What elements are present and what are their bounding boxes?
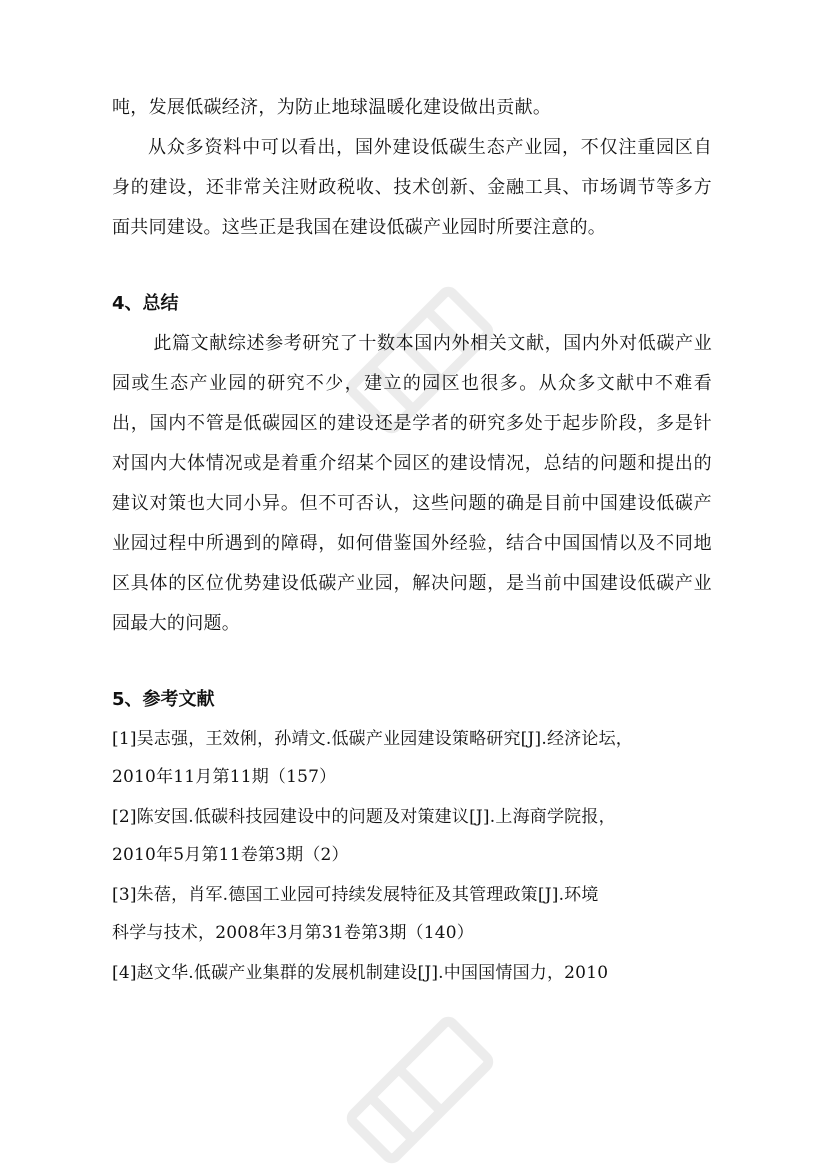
reference-item [112, 798, 712, 874]
watermark-icon-bottom [330, 1000, 510, 1170]
paragraph-foreign-experience: 从众多资料中可以看出，国外建设低碳生态产业园，不仅注重园区自身的建设，还非常关注财政税收、技术创新、金融工具、市场调节等多方面共同建设。这些正是我国在建设低碳产业园时所要注意的。 [112, 137, 712, 238]
reference-item [112, 876, 712, 952]
reference-line: 科学与技术，2008年3月第31卷第3期（140） [112, 923, 474, 943]
paragraph-continued: 吨，发展低碳经济，为防止地球温暖化建设做出贡献。 [112, 97, 552, 118]
paragraph-summary: 此篇文献综述参考研究了十数本国内外相关文献，国内外对低碳产业园或生态产业园的研究不少，建立的园区也很多。从众多文献中不难看出，国内不管是低碳园区的建设还是学者的研究多处于起步阶段，多是针对国内大体情况或是着重介绍某个园区的建设情况，总结的问题和提出的建议对策也大同小异。但不可否认，这些问题的确是目前中国建设低碳产业园过程中所遇到的障碍，如何借鉴国外经验，结合中国国情以及不同地区具体的区位优势建设低碳产业园，解决问题，是当前中国建设低碳产业园最大的问题。 [112, 333, 712, 634]
reference-line: 2010年11月第11期（157） [112, 767, 337, 787]
reference-item [112, 954, 712, 992]
document-body [112, 88, 712, 994]
section-spacer [112, 644, 712, 680]
reference-line: [3]朱蓓，肖军.德国工业园可持续发展特征及其管理政策[J].环境 [112, 885, 599, 905]
reference-line: 2010年5月第11卷第3期（2） [112, 845, 349, 865]
section-heading-references: 5、参考文献 [112, 689, 215, 710]
reference-line: [1]吴志强，王效俐，孙靖文.低碳产业园建设策略研究[J].经济论坛， [112, 729, 633, 749]
reference-line: [2]陈安国.低碳科技园建设中的问题及对策建议[J].上海商学院报， [112, 807, 616, 827]
section-heading-summary: 4、总结 [112, 293, 179, 314]
reference-item [112, 720, 712, 796]
section-spacer [112, 248, 712, 284]
reference-line: [4]赵文华.低碳产业集群的发展机制建设[J].中国国情国力，2010 [112, 963, 609, 983]
reference-list [112, 720, 712, 992]
